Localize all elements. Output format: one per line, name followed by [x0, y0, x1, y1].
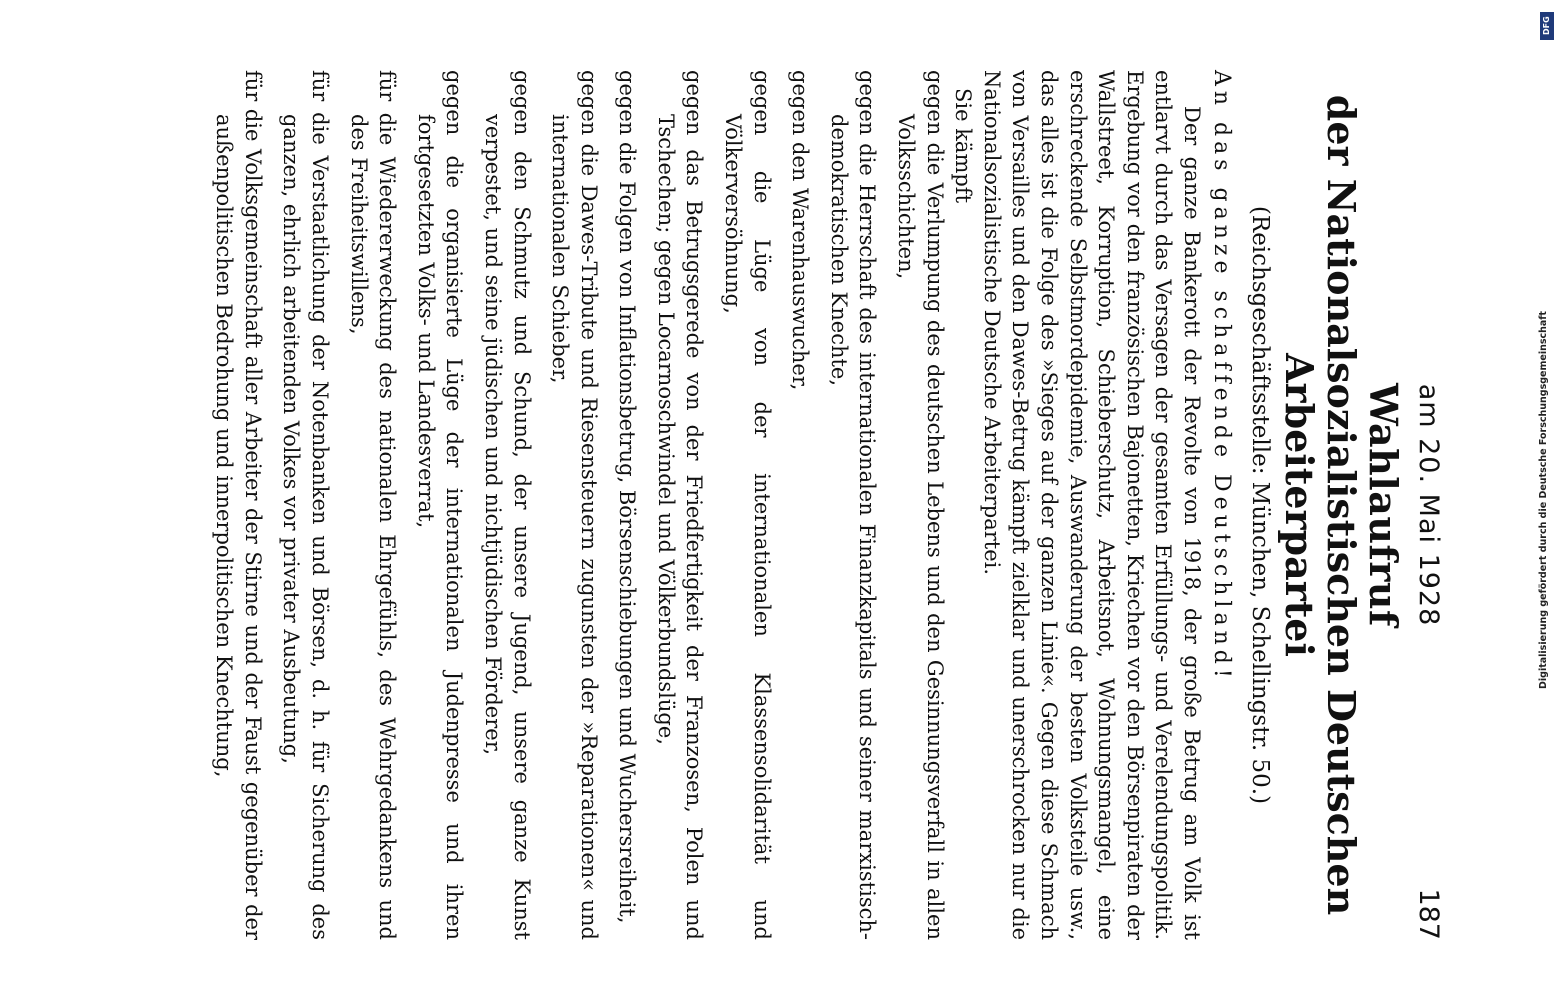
list-item: gegen den Warenhauswucher, — [788, 70, 813, 391]
demand-list — [210, 70, 949, 940]
list-item: für die Wiedererweckung des nationalen Ehrgefühls, des Wehrgedankens und des Freiheitswillens, — [346, 70, 400, 940]
list-item: gegen die Verlumpung des deutschen Lebens und den Gesinnungsverfall in allen Volksschichten, — [894, 70, 947, 940]
list-item: für die Volksgemeinschaft aller Arbeiter der Stirne und der Faust gegenüber der außenpolitischen Bedrohung und innerpolitischen Knechtung, — [212, 70, 265, 940]
page-header — [1408, 70, 1450, 940]
document-subtitle: der Nationalsozialistischen Deutschen Arbeiterpartei — [1277, 94, 1364, 916]
document-title: Wahlaufruf — [1361, 383, 1406, 627]
dfg-logo: DFG — [1540, 12, 1554, 40]
rotated-text-block — [20, 70, 1450, 940]
page-number: 187 — [1413, 888, 1444, 940]
greeting-line: An das ganze schaffende Deutschland! — [1209, 70, 1234, 683]
party-address: (Reichsgeschäftsstelle: München, Schellingstr. 50.) — [1247, 205, 1273, 805]
list-item: gegen die Dawes-Tribute und Riesensteuern zugunsten der »Reparationen« und internationalen Schieber, — [548, 70, 601, 940]
header-date: am 20. Mai 1928 — [1413, 383, 1444, 627]
list-item: gegen die Folgen von Inflationsbetrug, Börsenschiebungen und Wuchersreiheit, — [615, 70, 640, 924]
digitization-note: Digitalisierung gefördert durch die Deutsche Forschungsgemeinschaft — [1538, 311, 1549, 689]
intro-paragraph: Der ganze Bankerott der Revolte von 1918, der große Betrug am Volk ist entlarvt durch das Versagen der gesamten Erfüllungs- und Verelendungspolitik. Ergebung vor den französischen Bajonetten, Kriechen vor den Börsenpiraten der Wallstreet, Korruption, Schieberschutz, Arbeitsnot, Wohnungsmangel, eine erschreckende Selbstmordepidemie, Auswanderung der besten Volksteile usw., das alles ist die Folge des »Sieges auf der ganzen Linie«. Gegen diese Schmach von Versailles und den Dawes-Betrug kämpft zielklar und unerschrocken nur die Nationalsozialistische Deutsche Arbeiterpartei. — [979, 70, 1204, 940]
list-item: gegen das Betrugsgerede von der Friedfertigkeit der Franzosen, Polen und Tschechen; gegen Locarnoschwindel und Völkerbundslüge, — [653, 70, 707, 940]
list-item: gegen den Schmutz und Schund, der unsere Jugend, unsere ganze Kunst verpestet, und seine jüdischen und nichtjüdischen Förderer, — [480, 70, 534, 940]
title-block — [1244, 70, 1404, 940]
list-item: gegen die Lüge von der internationalen Klassensolidarität und Völkerversöhnung, — [721, 70, 774, 940]
fights-lead: Sie kämpft — [951, 88, 976, 204]
list-item: gegen die organisierte Lüge der internationalen Judenpresse und ihren fortgesetzten Volks- und Landesverrat, — [413, 70, 467, 940]
list-item: gegen die Herrschaft des internationalen Finanzkapitals und seiner marxistisch-demokratischen Knechte, — [826, 70, 880, 940]
list-item: für die Verstaatlichung der Notenbanken und Börsen, d. h. für Sicherung des ganzen, ehrlich arbeitenden Volkes vor privater Ausbeutung, — [279, 70, 332, 940]
